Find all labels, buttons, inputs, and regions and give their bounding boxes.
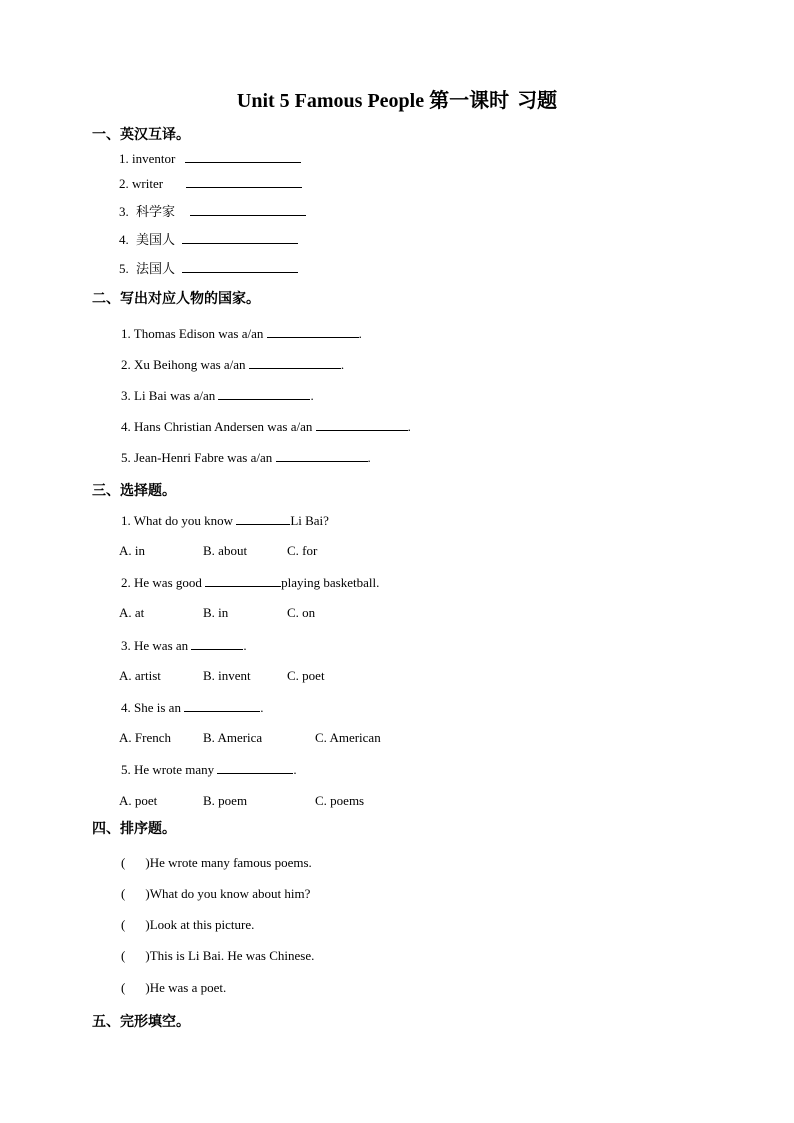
s4-item-4 <box>121 948 314 964</box>
title-chinese-exercise: 习题 <box>517 88 558 112</box>
answer-blank[interactable] <box>190 203 306 216</box>
s2-item-end: . <box>367 450 371 465</box>
s2-item-end: . <box>310 388 314 403</box>
s2-item-text: 1. Thomas Edison was a/an <box>121 326 264 341</box>
question-text: 1. What do you know <box>121 513 234 528</box>
s1-item-num: 4. <box>119 232 129 247</box>
s2-item-1 <box>121 325 362 342</box>
paren-close: ) <box>145 948 150 963</box>
s1-item-text: 科学家 <box>136 205 176 220</box>
section3-heading: 三、选择题。 <box>92 483 176 499</box>
s1-item-5 <box>119 258 298 277</box>
s1-item-num: 2. <box>119 176 129 191</box>
s3-q5-option-c[interactable]: C. poems <box>315 793 365 808</box>
s1-item-text: inventor <box>132 151 176 166</box>
question-text: 2. He was good <box>121 575 202 590</box>
s3-q4-option-a[interactable]: A. French <box>119 730 171 745</box>
s3-q3-option-c[interactable]: C. poet <box>287 668 325 683</box>
title-english: Unit 5 Famous People <box>236 90 425 112</box>
answer-blank[interactable] <box>205 574 281 587</box>
paren-open: ( <box>121 980 126 995</box>
s4-item-5 <box>121 980 226 996</box>
s3-question-1 <box>121 512 329 529</box>
paren-open: ( <box>121 917 126 932</box>
s4-item-2 <box>121 886 310 902</box>
s1-item-text: 法国人 <box>136 262 176 277</box>
question-text-after: . <box>260 700 264 715</box>
s3-q4-option-b[interactable]: B. America <box>203 730 263 745</box>
s1-item-num: 3. <box>119 204 129 219</box>
section2-heading: 二、写出对应人物的国家。 <box>92 291 260 307</box>
s3-q5-option-b[interactable]: B. poem <box>203 793 248 808</box>
answer-blank[interactable] <box>217 761 293 774</box>
s3-q3-option-b[interactable]: B. invent <box>203 668 251 683</box>
answer-blank[interactable] <box>316 418 408 431</box>
question-text-after: . <box>293 762 297 777</box>
answer-blank[interactable] <box>182 231 298 244</box>
s3-q3-option-a[interactable]: A. artist <box>119 668 161 683</box>
section4-heading: 四、排序题。 <box>92 821 176 837</box>
paren-close: ) <box>145 886 150 901</box>
s4-item-3 <box>121 917 254 933</box>
page-title <box>0 84 794 113</box>
s4-item-text: He was a poet. <box>149 980 227 995</box>
s3-question-5 <box>121 761 297 778</box>
s1-item-4 <box>119 229 298 248</box>
s1-item-3 <box>119 201 306 220</box>
s1-item-num: 5. <box>119 261 129 276</box>
s4-item-1 <box>121 855 312 871</box>
answer-blank[interactable] <box>191 637 243 650</box>
s2-item-text: 3. Li Bai was a/an <box>121 388 216 403</box>
question-text-after: playing basketball. <box>281 575 380 590</box>
s3-q5-option-a[interactable]: A. poet <box>119 793 158 808</box>
question-text: 4. She is an <box>121 700 181 715</box>
s3-question-2 <box>121 574 379 591</box>
paren-open: ( <box>121 886 126 901</box>
answer-blank[interactable] <box>276 449 368 462</box>
s1-item-num: 1. <box>119 151 129 166</box>
answer-blank[interactable] <box>184 699 260 712</box>
s1-item-2 <box>119 175 302 192</box>
answer-blank[interactable] <box>182 260 298 273</box>
s1-item-1 <box>119 150 301 167</box>
s3-question-3 <box>121 637 247 654</box>
s2-item-end: . <box>358 326 362 341</box>
title-chinese-lesson: 第一课时 <box>429 88 510 112</box>
question-text-after: . <box>243 638 247 653</box>
paren-close: ) <box>145 917 150 932</box>
s3-q2-option-c[interactable]: C. on <box>287 605 316 620</box>
s3-question-4 <box>121 699 263 716</box>
s2-item-text: 4. Hans Christian Andersen was a/an <box>121 419 313 434</box>
s1-item-text: 美国人 <box>136 233 176 248</box>
answer-blank[interactable] <box>249 356 341 369</box>
question-text: 5. He wrote many <box>121 762 215 777</box>
s3-q2-option-a[interactable]: A. at <box>119 605 145 620</box>
s2-item-5 <box>121 449 371 466</box>
paren-close: ) <box>145 980 150 995</box>
s3-q4-option-c[interactable]: C. American <box>315 730 381 745</box>
s2-item-text: 5. Jean-Henri Fabre was a/an <box>121 450 273 465</box>
s4-item-text: Look at this picture. <box>149 917 255 932</box>
s2-item-end: . <box>340 357 345 372</box>
s3-q1-option-b[interactable]: B. about <box>203 543 248 558</box>
question-text-after: Li Bai? <box>290 513 329 528</box>
paren-close: ) <box>145 855 150 870</box>
s4-item-text: This is Li Bai. He was Chinese. <box>149 948 315 963</box>
s4-item-text: What do you know about him? <box>149 886 311 901</box>
section1-heading: 一、英汉互译。 <box>92 127 190 143</box>
s3-q1-option-c[interactable]: C. for <box>287 543 318 558</box>
s2-item-4 <box>121 418 411 435</box>
s1-item-text: writer <box>132 176 164 191</box>
paren-open: ( <box>121 948 126 963</box>
s3-q2-option-b[interactable]: B. in <box>203 605 229 620</box>
answer-blank[interactable] <box>186 175 302 188</box>
section5-heading: 五、完形填空。 <box>92 1014 190 1030</box>
answer-blank[interactable] <box>218 387 310 400</box>
question-text: 3. He was an <box>121 638 189 653</box>
s2-item-3 <box>121 387 314 404</box>
answer-blank[interactable] <box>267 325 359 338</box>
answer-blank[interactable] <box>185 150 301 163</box>
s4-item-text: He wrote many famous poems. <box>149 855 312 870</box>
answer-blank[interactable] <box>236 512 290 525</box>
paren-open: ( <box>121 855 126 870</box>
s2-item-end: . <box>407 419 411 434</box>
s2-item-text: 2. Xu Beihong was a/an <box>121 357 246 372</box>
s3-q1-option-a[interactable]: A. in <box>119 543 145 558</box>
s2-item-2 <box>121 356 344 373</box>
